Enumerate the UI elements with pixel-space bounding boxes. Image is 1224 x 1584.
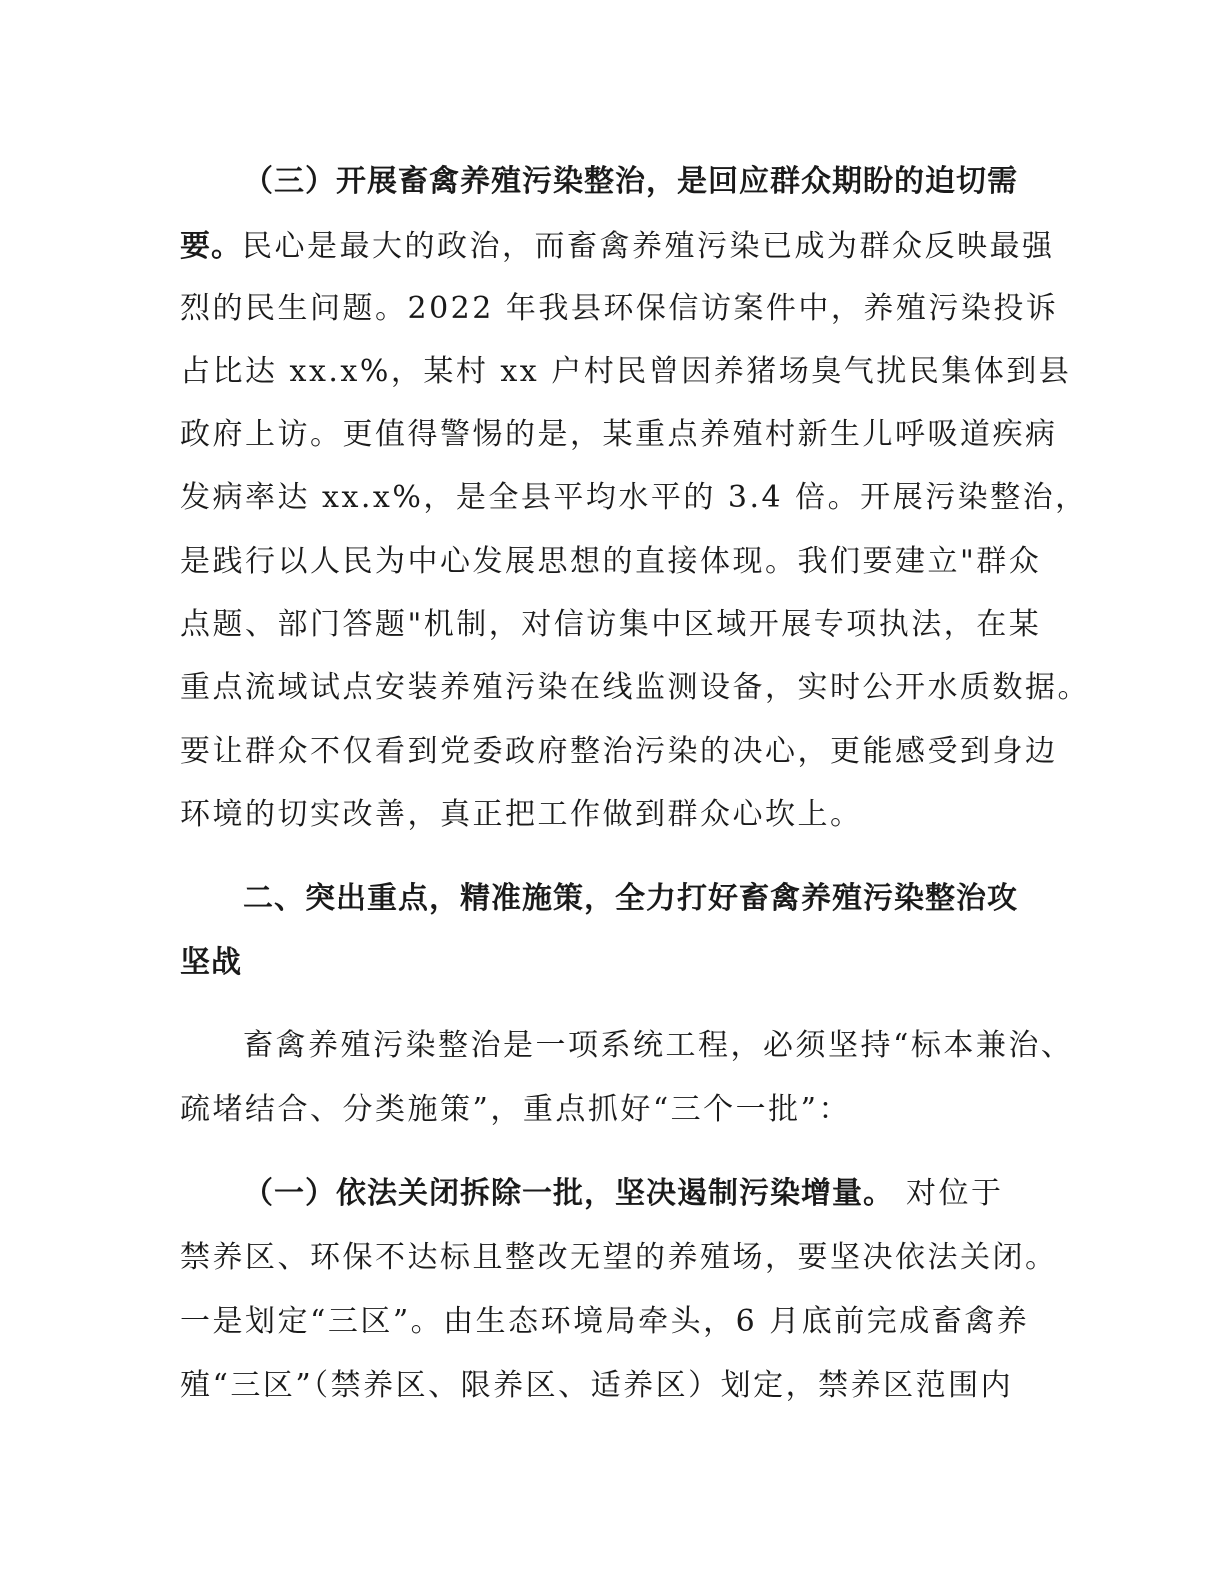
section-two-heading: 二、突出重点，精准施策，全力打好畜禽养殖污染整治攻 — [243, 881, 1018, 916]
section-three-line-6: 是践行以人民为中心发展思想的直接体现。我们要建立"群众 — [180, 544, 1042, 579]
section-three-line-3: 占比达 xx.x%，某村 xx 户村民曾因养猪场臭气扰民集体到县 — [180, 354, 1072, 389]
section-three-text: 民心是最大的政治，而畜禽养殖污染已成为群众反映最强 — [242, 229, 1055, 264]
section-two-heading-cont: 坚战 — [180, 945, 242, 980]
section-two-intro-line-2: 疏堵结合、分类施策”，重点抓好“三个一批”： — [180, 1092, 852, 1127]
section-three-line-9: 要让群众不仅看到党委政府整治污染的决心，更能感受到身边 — [180, 734, 1058, 769]
subsection-one-heading: （一）依法关闭拆除一批，坚决遏制污染增量。 — [243, 1176, 894, 1211]
subsection-one-line-3: 殖“三区”（禁养区、限养区、适养区）划定，禁养区范围内 — [180, 1368, 1014, 1403]
subsection-one-line-0 — [243, 1174, 1004, 1214]
section-three-line-5: 发病率达 xx.x%，是全县平均水平的 3.4 倍。开展污染整治， — [180, 480, 1088, 515]
section-three-line-1 — [180, 227, 1055, 267]
section-three-line-10: 环境的切实改善，真正把工作做到群众心坎上。 — [180, 797, 863, 832]
subsection-one-heading-tail: 对位于 — [894, 1176, 1004, 1211]
subsection-one-line-1: 禁养区、环保不达标且整改无望的养殖场，要坚决依法关闭。 — [180, 1240, 1058, 1275]
section-three-line-4: 政府上访。更值得警惕的是，某重点养殖村新生儿呼吸道疾病 — [180, 417, 1058, 452]
subsection-one-line-2: 一是划定“三区”。由生态环境局牵头，6 月底前完成畜禽养 — [180, 1304, 1030, 1339]
section-three-line-2: 烈的民生问题。2022 年我县环保信访案件中，养殖污染投诉 — [180, 291, 1059, 326]
section-three-line-8: 重点流域试点安装养殖污染在线监测设备，实时公开水质数据。 — [180, 670, 1090, 705]
section-three-heading: （三）开展畜禽养殖污染整治，是回应群众期盼的迫切需 — [243, 164, 1018, 199]
section-three-line-7: 点题、部门答题"机制，对信访集中区域开展专项执法，在某 — [180, 607, 1042, 642]
section-two-intro-line-1: 畜禽养殖污染整治是一项系统工程，必须坚持“标本兼治、 — [243, 1028, 1074, 1063]
section-three-heading-end: 要。 — [180, 229, 242, 264]
